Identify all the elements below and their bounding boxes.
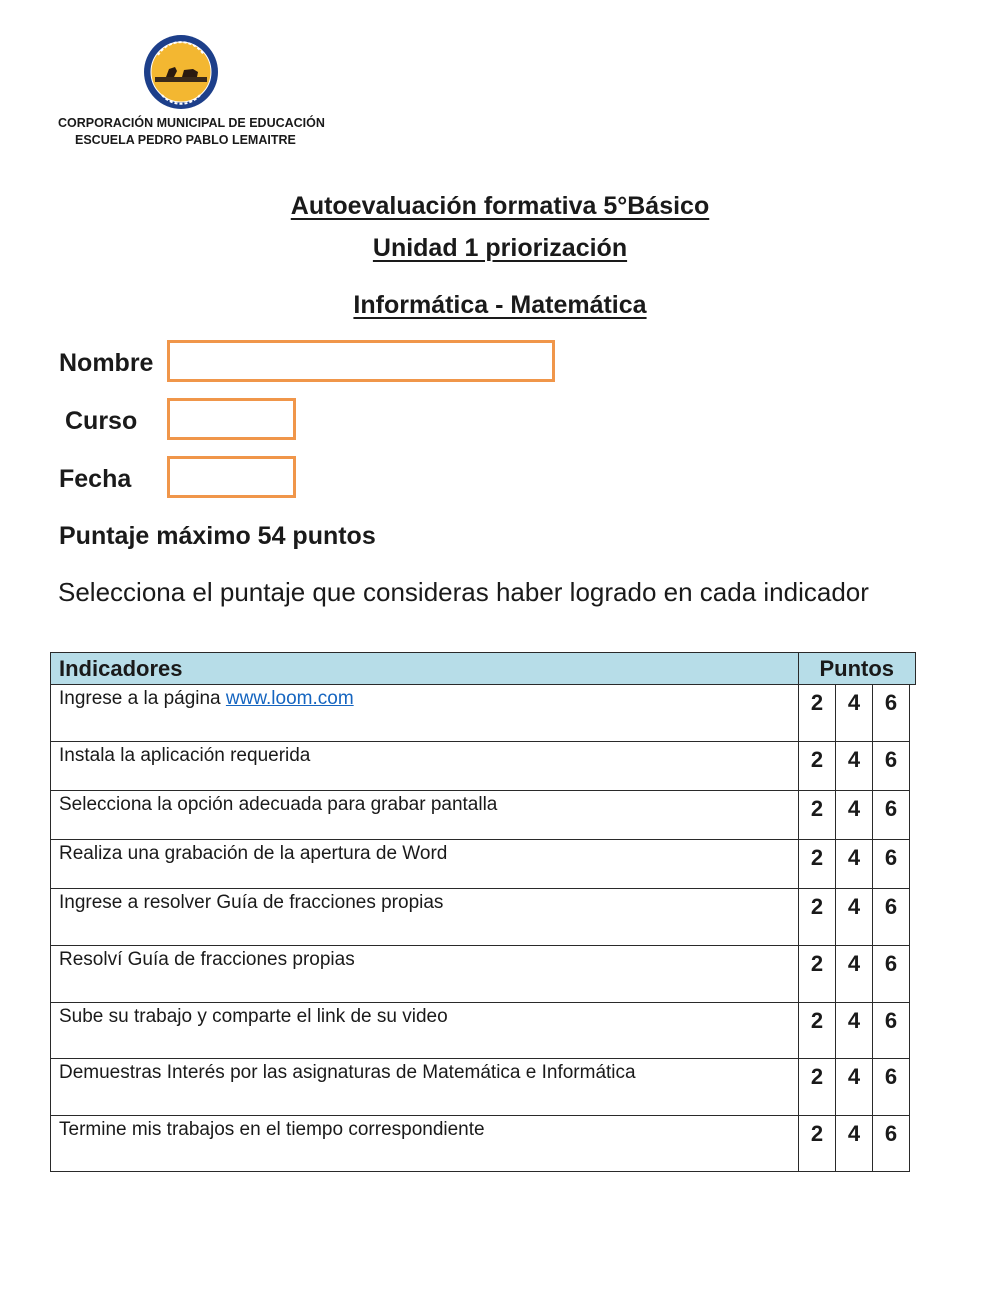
indicators-header: Indicadores bbox=[51, 653, 799, 685]
indicator-text: Demuestras Interés por las asignaturas de Matemática e Informática bbox=[59, 1062, 636, 1083]
indicator-cell bbox=[51, 946, 799, 1003]
nombre-label: Nombre bbox=[59, 349, 154, 377]
indicator-cell bbox=[51, 685, 799, 742]
points-option-2[interactable]: 2 bbox=[799, 742, 836, 791]
points-option-4[interactable]: 4 bbox=[836, 840, 873, 889]
spacer-cell bbox=[910, 889, 916, 946]
points-option-2[interactable]: 2 bbox=[799, 1003, 836, 1059]
points-option-4[interactable]: 4 bbox=[836, 1116, 873, 1172]
indicator-text: Realiza una grabación de la apertura de Word bbox=[59, 843, 448, 864]
table-row bbox=[51, 685, 916, 742]
fecha-field[interactable] bbox=[167, 456, 296, 498]
indicator-text: Instala la aplicación requerida bbox=[59, 745, 311, 766]
points-option-6[interactable]: 6 bbox=[873, 840, 910, 889]
spacer-cell bbox=[910, 1116, 916, 1172]
table-header-row bbox=[51, 653, 916, 685]
points-option-2[interactable]: 2 bbox=[799, 791, 836, 840]
fecha-label: Fecha bbox=[59, 465, 132, 493]
table-row bbox=[51, 1003, 916, 1059]
points-option-2[interactable]: 2 bbox=[799, 840, 836, 889]
school-seal-icon bbox=[142, 33, 220, 111]
indicator-text: Ingrese a resolver Guía de fracciones propias bbox=[59, 892, 444, 913]
points-option-6[interactable]: 6 bbox=[873, 1059, 910, 1116]
title-line-2: Unidad 1 priorización bbox=[372, 234, 628, 262]
points-option-6[interactable]: 6 bbox=[873, 946, 910, 1003]
spacer-cell bbox=[910, 685, 916, 742]
indicator-text: Termine mis trabajos en el tiempo correspondiente bbox=[59, 1119, 485, 1140]
spacer-cell bbox=[910, 1059, 916, 1116]
points-option-4[interactable]: 4 bbox=[836, 1059, 873, 1116]
points-option-6[interactable]: 6 bbox=[873, 685, 910, 742]
indicator-text: Resolví Guía de fracciones propias bbox=[59, 949, 355, 970]
organization-name: CORPORACIÓN MUNICIPAL DE EDUCACIÓN bbox=[58, 116, 325, 130]
indicator-text: Ingrese a la página bbox=[59, 688, 226, 709]
indicator-link[interactable]: www.loom.com bbox=[225, 688, 354, 709]
table-row bbox=[51, 840, 916, 889]
points-header: Puntos bbox=[799, 653, 916, 685]
spacer-cell bbox=[910, 742, 916, 791]
points-option-2[interactable]: 2 bbox=[799, 1116, 836, 1172]
spacer-cell bbox=[910, 791, 916, 840]
points-option-6[interactable]: 6 bbox=[873, 1116, 910, 1172]
points-option-2[interactable]: 2 bbox=[799, 1059, 836, 1116]
curso-label: Curso bbox=[65, 407, 138, 435]
points-option-6[interactable]: 6 bbox=[873, 742, 910, 791]
title-line-1: Autoevaluación formativa 5°Básico bbox=[290, 192, 710, 220]
max-score-text: Puntaje máximo 54 puntos bbox=[59, 522, 376, 550]
table-row bbox=[51, 791, 916, 840]
indicator-cell bbox=[51, 791, 799, 840]
points-option-2[interactable]: 2 bbox=[799, 889, 836, 946]
indicator-cell bbox=[51, 742, 799, 791]
points-option-6[interactable]: 6 bbox=[873, 1003, 910, 1059]
points-option-4[interactable]: 4 bbox=[836, 791, 873, 840]
indicator-text: Selecciona la opción adecuada para grabar pantalla bbox=[59, 794, 498, 815]
spacer-cell bbox=[910, 1003, 916, 1059]
points-option-4[interactable]: 4 bbox=[836, 1003, 873, 1059]
spacer-cell bbox=[910, 840, 916, 889]
table-row bbox=[51, 889, 916, 946]
points-option-4[interactable]: 4 bbox=[836, 685, 873, 742]
points-option-6[interactable]: 6 bbox=[873, 791, 910, 840]
curso-field[interactable] bbox=[167, 398, 296, 440]
indicator-cell bbox=[51, 889, 799, 946]
points-option-6[interactable]: 6 bbox=[873, 889, 910, 946]
indicator-text: Sube su trabajo y comparte el link de su video bbox=[59, 1006, 448, 1027]
points-option-2[interactable]: 2 bbox=[799, 685, 836, 742]
indicator-cell bbox=[51, 1003, 799, 1059]
instruction-text: Selecciona el puntaje que consideras haber logrado en cada indicador bbox=[58, 577, 869, 607]
school-name: ESCUELA PEDRO PABLO LEMAITRE bbox=[75, 133, 296, 147]
points-option-4[interactable]: 4 bbox=[836, 889, 873, 946]
table-row bbox=[51, 742, 916, 791]
indicator-cell bbox=[51, 1059, 799, 1116]
table-row bbox=[51, 1059, 916, 1116]
table-row bbox=[51, 1116, 916, 1172]
indicator-cell bbox=[51, 1116, 799, 1172]
indicators-table bbox=[50, 652, 916, 1172]
table-row bbox=[51, 946, 916, 1003]
points-option-4[interactable]: 4 bbox=[836, 946, 873, 1003]
indicator-cell bbox=[51, 840, 799, 889]
points-option-4[interactable]: 4 bbox=[836, 742, 873, 791]
nombre-field[interactable] bbox=[167, 340, 555, 382]
title-line-3: Informática - Matemática bbox=[353, 291, 647, 319]
points-option-2[interactable]: 2 bbox=[799, 946, 836, 1003]
spacer-cell bbox=[910, 946, 916, 1003]
